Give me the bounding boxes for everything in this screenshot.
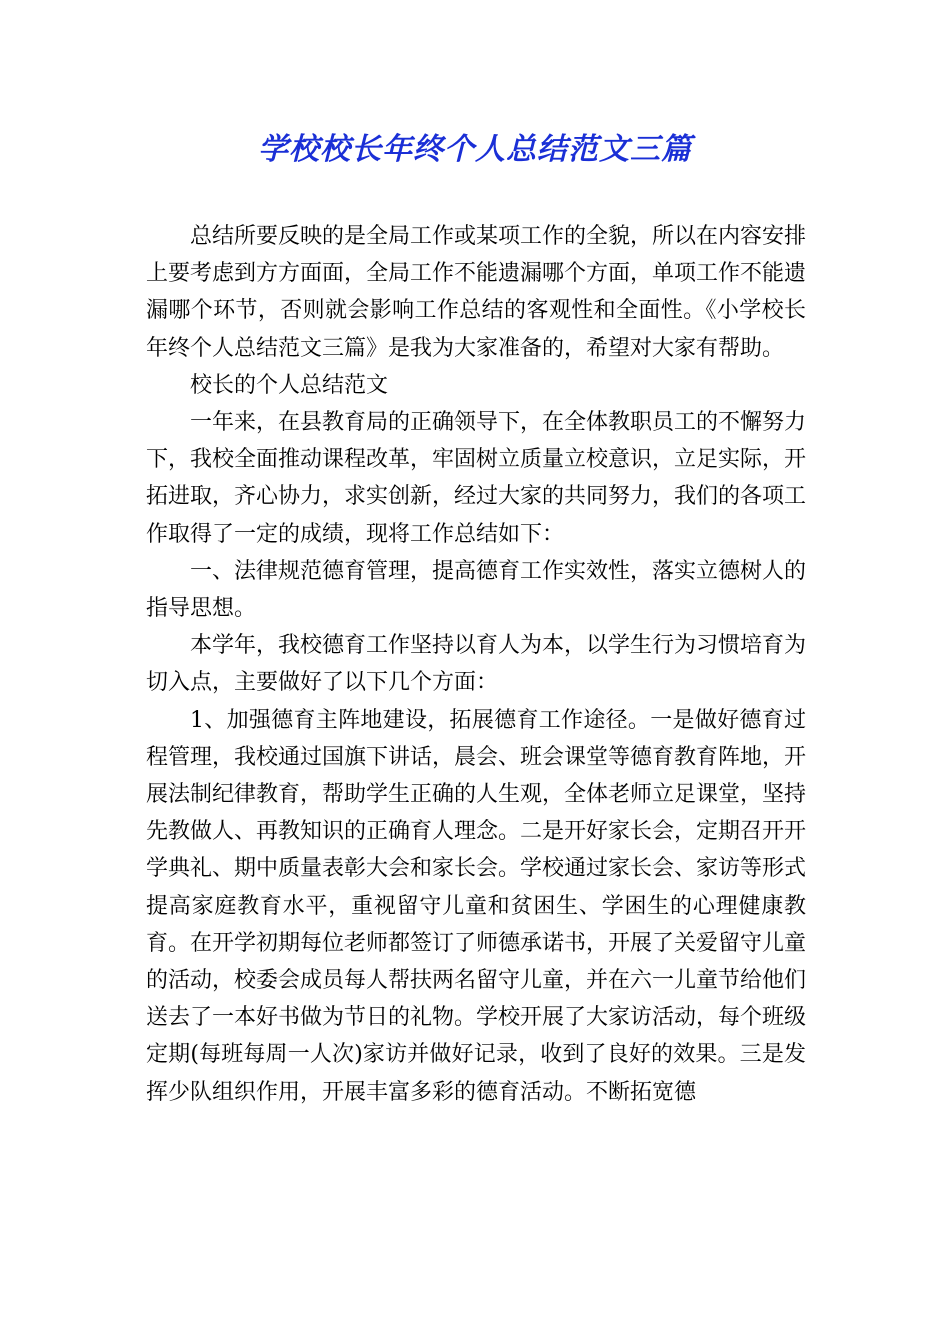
paragraph-item-one: 1、加强德育主阵地建设，拓展德育工作途径。一是做好德育过程管理，我校通过国旗下讲话，晨会、班会课堂等德育教育阵地，开展法制纪律教育，帮助学生正确的人生观，全体老师立足课堂，坚持先教做人、再教知识的正确育人理念。二是开好家长会，定期召开开学典礼、期中质量表彰大会和家长会。学校通过家长会、家访等形式提高家庭教育水平，重视留守儿童和贫困生、学困生的心理健康教育。在开学初期每位老师都签订了师德承诺书，开展了关爱留守儿童的活动，校委会成员每人帮扶两名留守儿童，并在六一儿童节给他们送去了一本好书做为节日的礼物。学校开展了大家访活动，每个班级定期(每班每周一人次)家访并做好记录，收到了良好的效果。三是发挥少队组织作用，开展丰富多彩的德育活动。不断拓宽德	[146, 707, 807, 1105]
paragraph-point-one: 一、法律规范德育管理，提高德育工作实效性，落实立德树人的指导思想。	[146, 558, 807, 622]
paragraph-intro: 总结所要反映的是全局工作或某项工作的全貌，所以在内容安排上要考虑到方方面面，全局工作不能遗漏哪个方面，单项工作不能遗漏哪个环节，否则就会影响工作总结的客观性和全面性。《小学校长年终个人总结范文三篇》是我为大家准备的，希望对大家有帮助。	[146, 224, 807, 361]
paragraph-overview: 一年来，在县教育局的正确领导下，在全体教职员工的不懈努力下，我校全面推动课程改革，牢固树立质量立校意识，立足实际，开拓进取，齐心协力，求实创新，经过大家的共同努力，我们的各项工作取得了一定的成绩，现将工作总结如下：	[146, 410, 807, 547]
paragraph-school-year: 本学年，我校德育工作坚持以育人为本，以学生行为习惯培育为切入点，主要做好了以下几个方面：	[146, 633, 807, 696]
document-title: 学校校长年终个人总结范文三篇	[258, 132, 692, 167]
paragraph-section-heading: 校长的个人总结范文	[190, 372, 389, 398]
document-body	[146, 218, 806, 1111]
